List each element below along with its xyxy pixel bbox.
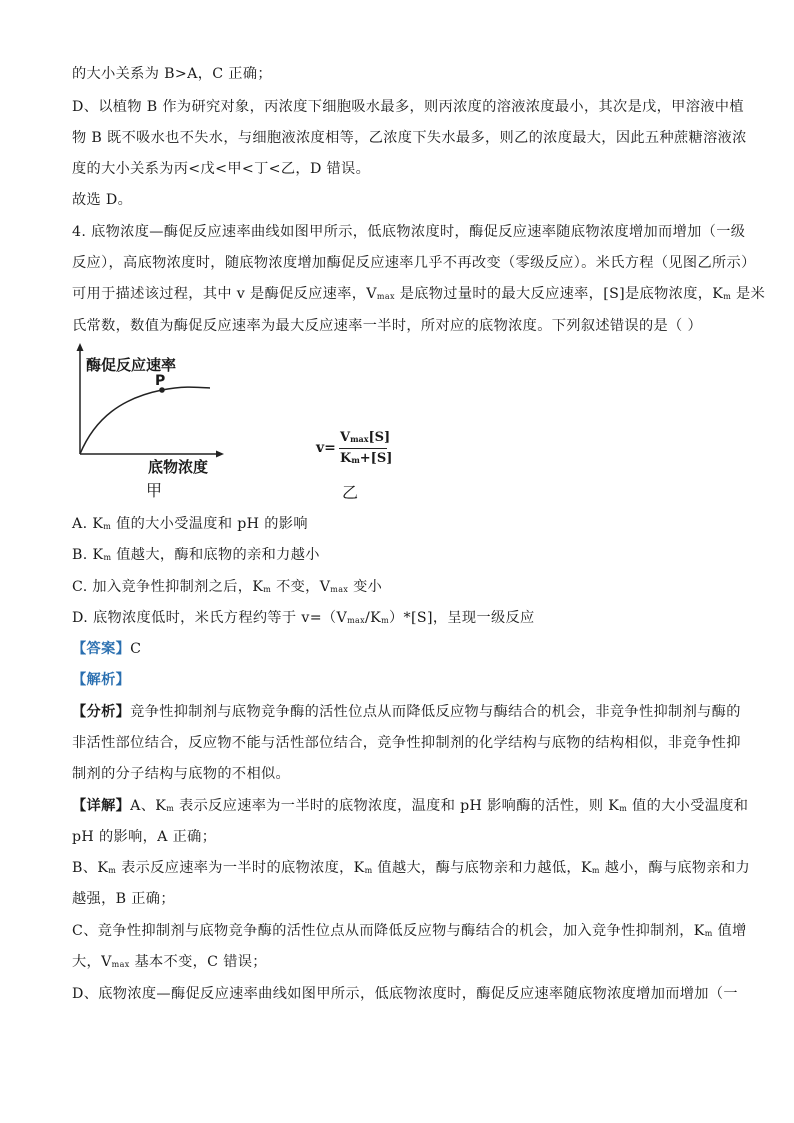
subscript: m [723, 292, 732, 301]
x-axis-label: 底物浓度 [148, 458, 209, 476]
figure-caption: 乙 [342, 483, 359, 502]
equation-denominator: Km+[S] [340, 451, 393, 466]
xiangjie-tag: 【详解】 [72, 798, 131, 814]
y-axis-arrow [77, 343, 84, 351]
answer-value: C [130, 641, 142, 657]
xiangjie-line: 【详解】A、Km 表示反应速率为一半时的底物浓度，温度和 pH 影响酶的活性，则 Km 值的大小受温度和 [72, 798, 749, 814]
figure-yi [314, 430, 404, 500]
text-line: 度的大小关系为丙<戊<甲<丁<乙，D 错误。 [72, 161, 371, 177]
analysis-tag: 【解析】 [72, 672, 131, 688]
question-line: 反应），高底物浓度时，随底物浓度增加酶促反应速率几乎不再改变（零级反应）。米氏方程（见图乙所示） [72, 255, 756, 271]
rate-curve [80, 387, 210, 454]
option-d: D. 底物浓度低时，米氏方程约等于 v=（Vmax/Km）*[S]，呈现一级反应 [72, 610, 535, 626]
equation-lhs: v= [316, 440, 336, 456]
xiangjie-line: 大，Vmax 基本不变，C 错误； [72, 954, 267, 970]
figure-jia [60, 340, 240, 505]
answer-tag: 【答案】 [72, 641, 131, 657]
option-c: C. 加入竞争性抑制剂之后，Km 不变，Vmax 变小 [72, 579, 383, 595]
equation-numerator: Vmax[S] [340, 430, 391, 445]
xiangjie-line: D、底物浓度—酶促反应速率曲线如图甲所示，低底物浓度时，酶促反应速率随底物浓度增加而增加（一 [72, 986, 738, 1002]
text-segment: 是米 [731, 286, 766, 302]
question-line: 氏常数，数值为酶促反应速率为最大反应速率一半时，所对应的底物浓度。下列叙述错误的是（ ） [72, 318, 702, 334]
point-label: P [155, 373, 166, 389]
option-a: A. Km 值的大小受温度和 pH 的影响 [72, 516, 308, 532]
option-b: B. Km 值越大，酶和底物的亲和力越小 [72, 547, 320, 563]
fenxi-line: 制剂的分子结构与底物的不相似。 [72, 766, 291, 782]
text-line: D、以植物 B 作为研究对象，丙浓度下细胞吸水最多，则丙浓度的溶液浓度最小，其次是戊，甲溶液中植 [72, 99, 744, 115]
xiangjie-line: B、Km 表示反应速率为一半时的底物浓度，Km 值越大，酶与底物亲和力越低，Km 越小，酶与底物亲和力 [72, 860, 751, 876]
fenxi-line: 【分析】竞争性抑制剂与底物竞争酶的活性位点从而降低反应物与酶结合的机会，非竞争性抑制剂与酶的 [72, 704, 741, 720]
fraction-bar [339, 448, 387, 449]
xiangjie-line: pH 的影响，A 正确； [72, 829, 217, 845]
question-line [72, 284, 765, 307]
text-line: 的大小关系为 B>A，C 正确； [72, 66, 272, 82]
xiangjie-line: 越强，B 正确； [72, 891, 175, 907]
analysis-tag-line [72, 670, 130, 690]
subscript: max [376, 292, 395, 301]
fenxi-tag: 【分析】 [72, 704, 131, 720]
text-line: 物 B 既不吸水也不失水，与细胞液浓度相等，乙浓度下失水最多，则乙的浓度最大，因此五种蔗糖溶液浓 [72, 130, 747, 146]
figure-caption: 甲 [146, 481, 163, 500]
text-line: 故选 D。 [72, 192, 133, 208]
x-axis-arrow [216, 451, 224, 458]
fenxi-line: 非活性部位结合，反应物不能与活性部位结合，竞争性抑制剂的化学结构与底物的结构相似，非竞争性抑 [72, 735, 741, 751]
text-segment: 可用于描述该过程，其中 v 是酶促反应速率，V [72, 286, 377, 302]
answer-line [72, 639, 141, 659]
y-axis-label: 酶促反应速率 [86, 356, 177, 374]
xiangjie-line: C、竞争性抑制剂与底物竞争酶的活性位点从而降低反应物与酶结合的机会，加入竞争性抑制剂，Km 值增 [72, 923, 747, 939]
question-line: 4. 底物浓度—酶促反应速率曲线如图甲所示，低底物浓度时，酶促反应速率随底物浓度增加而增加（一级 [72, 224, 746, 240]
text-segment: 是底物过量时的最大反应速率，[S]是底物浓度，K [394, 286, 724, 302]
